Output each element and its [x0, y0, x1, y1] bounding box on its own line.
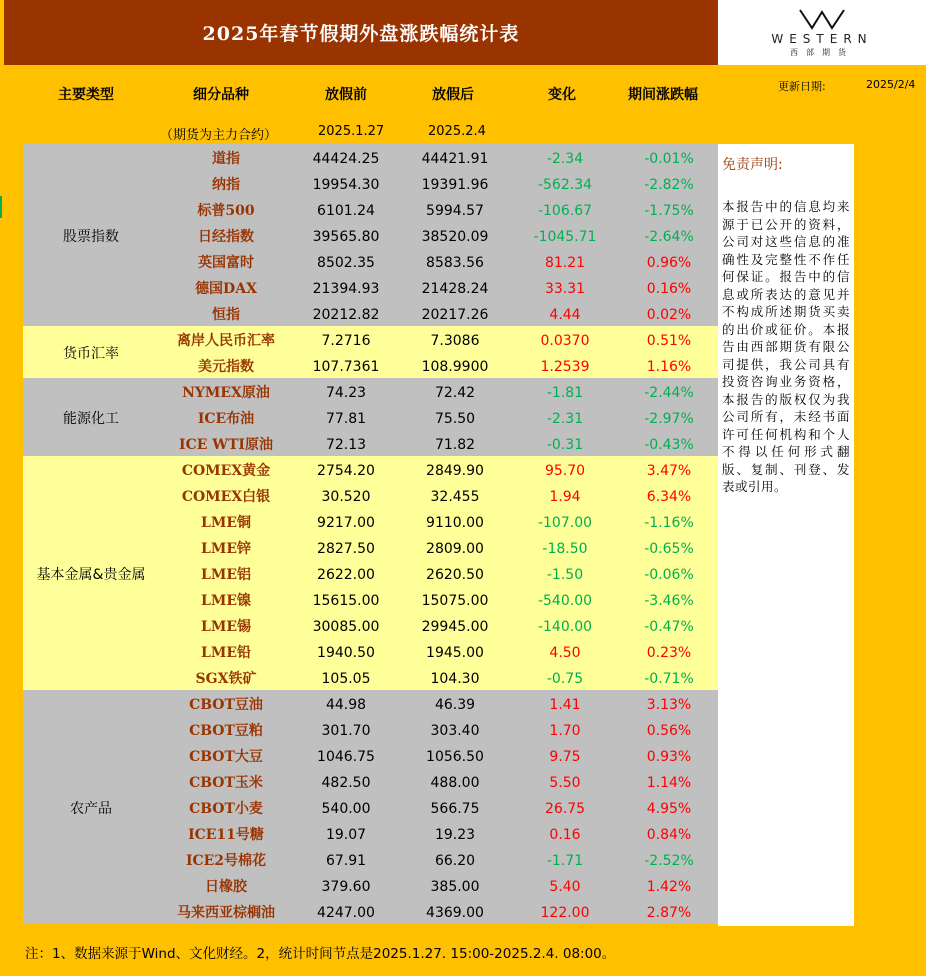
value-pct: -2.44%: [644, 385, 694, 401]
variety-name: LME锌: [200, 541, 251, 557]
value-change: -2.31: [546, 411, 584, 427]
header-before: 放假前: [325, 87, 367, 103]
value-pct: -0.47%: [644, 619, 694, 635]
value-change: 81.21: [544, 255, 586, 271]
value-after: 44421.91: [421, 151, 489, 167]
category-label: 股票指数: [63, 229, 119, 245]
value-before: 2827.50: [317, 541, 375, 557]
variety-name: 德国DAX: [195, 281, 257, 297]
variety-name: LME锡: [200, 619, 251, 635]
variety-name: 日橡胶: [205, 879, 247, 895]
value-pct: -1.75%: [644, 203, 694, 219]
variety-name: LME镍: [200, 593, 251, 609]
value-pct: -0.43%: [644, 437, 694, 453]
value-after: 5994.57: [426, 203, 484, 219]
value-after: 71.82: [434, 437, 476, 453]
header-change: 变化: [548, 87, 576, 103]
variety-name: 离岸人民币汇率: [177, 333, 275, 349]
variety-name: ICE2号棉花: [185, 853, 267, 869]
value-after: 108.9900: [421, 359, 489, 375]
page-title: 2025年春节假期外盘涨跌幅统计表: [4, 0, 718, 65]
disclaimer-title: 免责声明:: [722, 157, 783, 173]
value-after: 46.39: [434, 697, 476, 713]
value-pct: -2.97%: [644, 411, 694, 427]
value-before: 44424.25: [312, 151, 380, 167]
variety-name: CBOT大豆: [189, 749, 263, 765]
logo-subtitle: 西部期货: [790, 47, 854, 57]
value-after: 9110.00: [426, 515, 484, 531]
value-after: 19391.96: [421, 177, 489, 193]
header-after: 放假后: [432, 87, 474, 103]
value-before: 1046.75: [317, 749, 375, 765]
value-change: -18.50: [542, 541, 588, 557]
subheader-note: （期货为主力合约）: [160, 128, 278, 143]
value-after: 303.40: [430, 723, 480, 739]
value-change: -1.50: [546, 567, 584, 583]
value-pct: -3.46%: [644, 593, 694, 609]
value-after: 2849.90: [426, 463, 484, 479]
value-pct: 1.16%: [646, 359, 692, 375]
category-label: 货币汇率: [63, 346, 119, 362]
value-before: 105.05: [321, 671, 371, 687]
value-before: 4247.00: [317, 905, 375, 921]
value-pct: 1.42%: [646, 879, 692, 895]
value-after: 2620.50: [426, 567, 484, 583]
value-after: 32.455: [430, 489, 480, 505]
variety-name: LME铝: [200, 567, 251, 583]
header-category: 主要类型: [58, 87, 114, 103]
value-after: 385.00: [430, 879, 480, 895]
value-change: 33.31: [544, 281, 586, 297]
value-pct: -2.52%: [644, 853, 694, 869]
category-label: 农产品: [70, 801, 112, 817]
value-pct: -2.82%: [644, 177, 694, 193]
value-before: 2754.20: [317, 463, 375, 479]
value-before: 21394.93: [312, 281, 380, 297]
value-after: 2809.00: [426, 541, 484, 557]
value-after: 488.00: [430, 775, 480, 791]
variety-name: CBOT玉米: [189, 775, 263, 791]
value-pct: 0.96%: [646, 255, 692, 271]
value-after: 4369.00: [426, 905, 484, 921]
value-after: 8583.56: [426, 255, 484, 271]
variety-name: 英国富时: [198, 255, 254, 271]
variety-name: LME铅: [200, 645, 251, 661]
variety-name: CBOT小麦: [189, 801, 263, 817]
value-change: -562.34: [537, 177, 593, 193]
value-after: 20217.26: [421, 307, 489, 323]
value-after: 15075.00: [421, 593, 489, 609]
header-pct: 期间涨跌幅: [628, 87, 698, 103]
value-after: 7.3086: [430, 333, 480, 349]
value-after: 19.23: [434, 827, 476, 843]
value-change: 4.44: [549, 307, 581, 323]
value-after: 66.20: [434, 853, 476, 869]
value-before: 1940.50: [317, 645, 375, 661]
variety-name: COMEX白银: [181, 489, 271, 505]
value-after: 566.75: [430, 801, 480, 817]
logo-word: WESTERN: [771, 31, 873, 46]
value-change: -140.00: [537, 619, 593, 635]
footnote: 注：1、数据来源于Wind、文化财经。2，统计时间节点是2025.1.27. 15:00-2025.2.4. 08:00。: [25, 946, 616, 962]
value-before: 379.60: [321, 879, 371, 895]
value-before: 6101.24: [317, 203, 375, 219]
variety-name: NYMEX原油: [182, 385, 270, 401]
category-label: 能源化工: [63, 411, 119, 427]
variety-name: 道指: [212, 151, 240, 167]
value-change: -106.67: [537, 203, 593, 219]
variety-name: LME铜: [200, 515, 251, 531]
value-before: 19.07: [325, 827, 367, 843]
value-before: 39565.80: [312, 229, 380, 245]
value-pct: 0.84%: [646, 827, 692, 843]
value-change: 122.00: [540, 905, 590, 921]
value-before: 44.98: [325, 697, 367, 713]
value-before: 30085.00: [312, 619, 380, 635]
value-after: 29945.00: [421, 619, 489, 635]
category-label: 基本金属&贵金属: [36, 567, 146, 583]
value-before: 74.23: [325, 385, 367, 401]
value-after: 38520.09: [421, 229, 489, 245]
value-change: 9.75: [549, 749, 581, 765]
value-pct: 0.51%: [646, 333, 692, 349]
value-pct: 0.23%: [646, 645, 692, 661]
value-before: 107.7361: [312, 359, 380, 375]
value-change: 4.50: [549, 645, 581, 661]
disclaimer-body: 本报告中的信息均来源于已公开的资料，公司对这些信息的准确性及完整性不作任何保证。报告中的信息或所表达的意见并不构成所述期货买卖的出价或征价。本报告由西部期货有限公司提供，我公司具有投资咨询业务资格，本报告的版权仅为我公司所有，未经书面许可任何机构和个人不得以任何形式翻版、复制、刊登、发表或引用。: [722, 199, 850, 494]
value-before: 482.50: [321, 775, 371, 791]
variety-name: ICE11号糖: [188, 827, 264, 843]
variety-name: 标普500: [197, 203, 255, 219]
value-pct: 4.95%: [646, 801, 692, 817]
value-change: -1.81: [546, 385, 584, 401]
value-change: 95.70: [544, 463, 586, 479]
value-pct: 1.14%: [646, 775, 692, 791]
variety-name: CBOT豆粕: [189, 723, 263, 739]
value-before: 8502.35: [317, 255, 375, 271]
value-change: 5.50: [549, 775, 581, 791]
value-before: 30.520: [321, 489, 371, 505]
value-after: 21428.24: [421, 281, 489, 297]
value-before: 540.00: [321, 801, 371, 817]
value-pct: -0.65%: [644, 541, 694, 557]
value-after: 72.42: [434, 385, 476, 401]
value-before: 9217.00: [317, 515, 375, 531]
value-pct: -0.71%: [644, 671, 694, 687]
company-logo: [718, 0, 926, 65]
value-pct: -1.16%: [644, 515, 694, 531]
value-before: 67.91: [325, 853, 367, 869]
value-pct: -0.06%: [644, 567, 694, 583]
variety-name: 马来西亚棕榈油: [177, 905, 275, 921]
value-change: 1.41: [549, 697, 581, 713]
value-change: 5.40: [549, 879, 581, 895]
value-change: 0.16: [549, 827, 581, 843]
variety-name: CBOT豆油: [189, 697, 263, 713]
value-before: 301.70: [321, 723, 371, 739]
value-before: 19954.30: [312, 177, 380, 193]
value-change: -0.31: [546, 437, 584, 453]
value-pct: -0.01%: [644, 151, 694, 167]
variety-name: 恒指: [212, 307, 240, 323]
value-before: 15615.00: [312, 593, 380, 609]
header-variety: 细分品种: [193, 87, 249, 103]
variety-name: SGX铁矿: [195, 671, 257, 687]
variety-name: 日经指数: [198, 229, 254, 245]
value-after: 1056.50: [426, 749, 484, 765]
value-change: -1.71: [546, 853, 584, 869]
value-before: 20212.82: [312, 307, 380, 323]
value-after: 104.30: [430, 671, 480, 687]
update-label: 更新日期:: [778, 80, 826, 93]
value-after: 75.50: [434, 411, 476, 427]
value-change: -107.00: [537, 515, 593, 531]
update-date: 2025/2/4: [866, 78, 916, 91]
value-change: -540.00: [537, 593, 593, 609]
value-change: 1.94: [549, 489, 581, 505]
disclaimer-panel: [718, 144, 854, 926]
value-before: 7.2716: [321, 333, 371, 349]
value-pct: 0.02%: [646, 307, 692, 323]
value-change: -0.75: [546, 671, 584, 687]
value-before: 2622.00: [317, 567, 375, 583]
logo-mark-icon: [798, 8, 846, 30]
value-change: 26.75: [544, 801, 586, 817]
value-pct: 2.87%: [646, 905, 692, 921]
value-change: 1.2539: [540, 359, 590, 375]
subheader-before-date: 2025.1.27: [318, 124, 385, 139]
value-pct: 3.13%: [646, 697, 692, 713]
value-pct: 0.56%: [646, 723, 692, 739]
value-pct: -2.64%: [644, 229, 694, 245]
variety-name: ICE WTI原油: [179, 437, 273, 453]
value-change: 0.0370: [540, 333, 590, 349]
value-pct: 6.34%: [646, 489, 692, 505]
variety-name: 纳指: [212, 177, 240, 193]
variety-name: 美元指数: [198, 359, 254, 375]
value-change: -2.34: [546, 151, 584, 167]
value-after: 1945.00: [426, 645, 484, 661]
value-change: 1.70: [549, 723, 581, 739]
value-pct: 3.47%: [646, 463, 692, 479]
value-pct: 0.93%: [646, 749, 692, 765]
variety-name: ICE布油: [197, 411, 255, 427]
value-before: 72.13: [325, 437, 367, 453]
variety-name: COMEX黄金: [181, 463, 271, 479]
value-pct: 0.16%: [646, 281, 692, 297]
value-change: -1045.71: [533, 229, 597, 245]
subheader-after-date: 2025.2.4: [428, 124, 486, 139]
value-before: 77.81: [325, 411, 367, 427]
